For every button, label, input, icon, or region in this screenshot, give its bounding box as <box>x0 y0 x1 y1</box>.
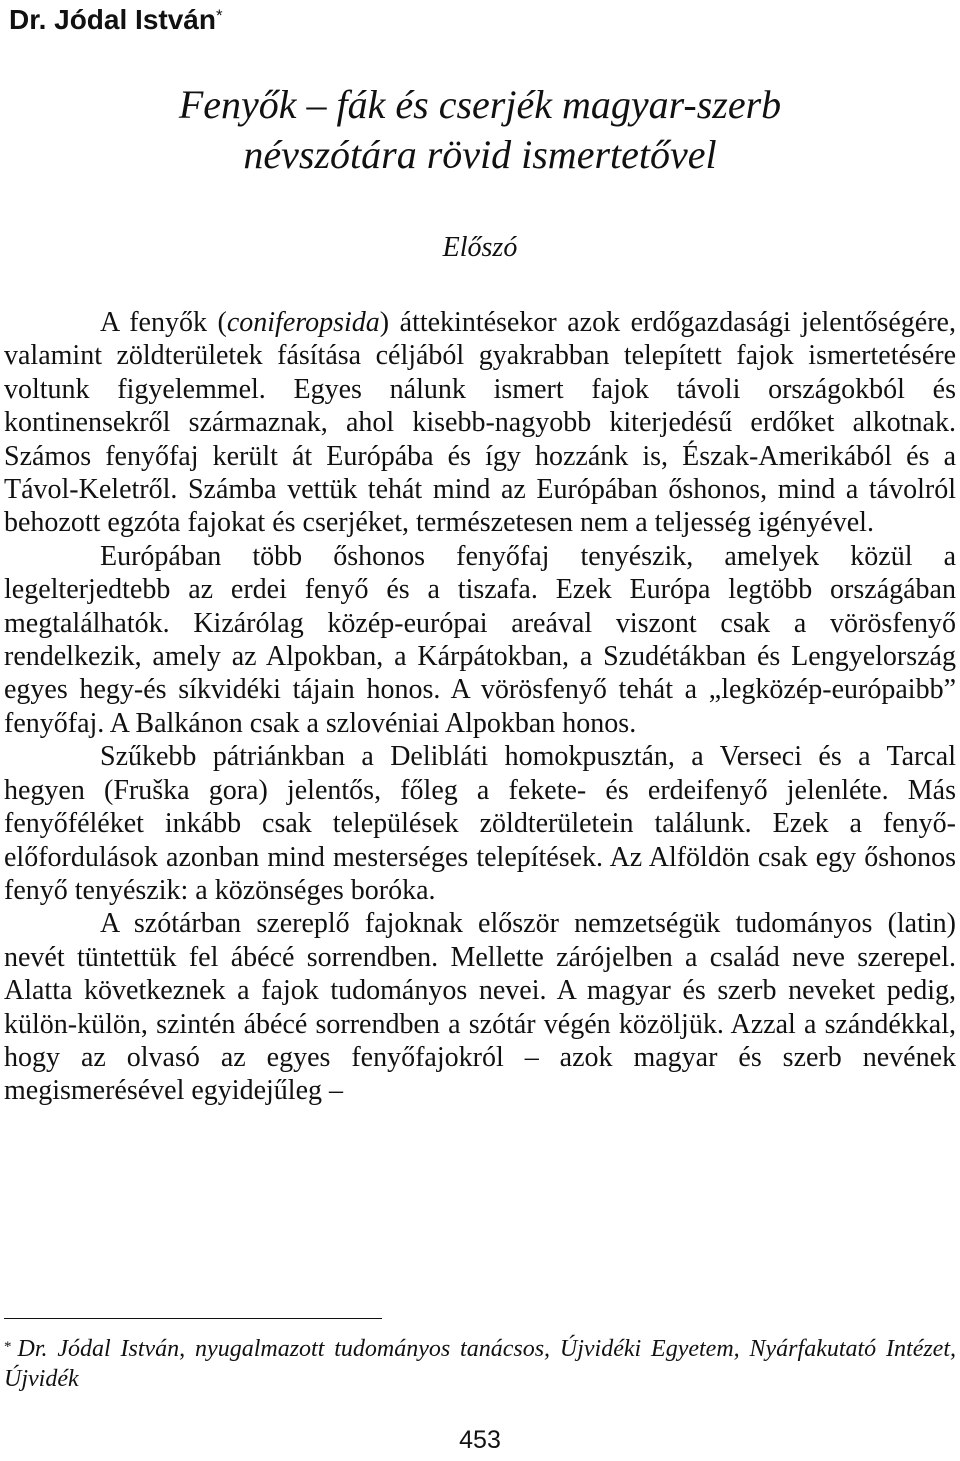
paragraph-text: A fenyők ( <box>100 307 227 338</box>
author-name <box>9 0 223 40</box>
footnote-mark: * <box>4 1339 12 1355</box>
title-line-2: névszótára rövid ismertetővel <box>243 132 717 177</box>
paragraph-text: ) áttekintésekor azok erdőgazdasági jelentőségére, valamint zöldterületek fásítása céljából gyakrabban telepített fajok ismertetésére voltunk figyelemmel. Egyes nálunk ismert fajok távoli országokból és kontinensekről származnak, ahol kisebb-nagyobb kiterjedésű erdőket alkotnak. Számos fenyőfaj került át Európába és így hozzánk is, Észak-Amerikából és a Távol-Keletről. Számba vettük tehát mind az Európában őshonos, mind a távolról behozott egzóta fajokat és cserjéket, természetesen nem a teljesség igényével. <box>4 307 956 539</box>
page-title <box>0 80 960 180</box>
paragraph: Szűkebb pátriánkban a Delibláti homokpusztán, a Verseci és a Tarcal hegyen (Fruška gora) jelentős, főleg a fekete- és erdeifenyő jelenléte. Más fenyőféléket inkább csak települések zöldterületein találunk. Ezek a fenyő-előfordulások azonban mind mesterséges telepítések. Az Alföldön csak egy őshonos fenyő tenyészik: a közönséges boróka. <box>4 741 956 906</box>
paragraph: Európában több őshonos fenyőfaj tenyészik, amelyek közül a legelterjedtebb az erdei fenyő és a tiszafa. Ezek Európa legtöbb országában megtalálhatók. Kizárólag közép-európai areával viszont csak a vörösfenyő rendelkezik, amely az Alpokban, a Kárpátokban, a Szudétákban és Lengyelország egyes hegy-és síkvidéki tájain honos. A vörösfenyő tehát a „legközép-európaibb” fenyőfaj. A Balkánon csak a szlovéniai Alpokban honos. <box>4 540 956 739</box>
author-footnote-mark: * <box>215 6 223 25</box>
page-number: 453 <box>459 1426 501 1454</box>
section-heading: Előszó <box>442 232 518 263</box>
author-name-text: Dr. Jódal István <box>9 4 216 35</box>
title-line-1: Fenyők – fák és cserjék magyar-szerb <box>178 82 782 127</box>
footnote <box>4 1334 956 1394</box>
body-text <box>4 306 956 1108</box>
footnote-separator <box>4 1318 382 1319</box>
paragraph: A szótárban szereplő fajoknak először nemzetségük tudományos (latin) nevét tüntettük fel ábécé sorrendben. Mellette zárójelben a család neve szerepel. Alatta következnek a fajok tudományos nevei. A magyar és szerb neveket pedig, külön-külön, szintén ábécé sorrendben a szótár végén közöljük. Azzal a szándékkal, hogy az olvasó az egyes fenyőfajokról – azok magyar és szerb nevének megismerésével egyidejűleg – <box>4 908 956 1107</box>
latin-term: coniferopsida <box>226 307 380 338</box>
footnote-text: Dr. Jódal István, nyugalmazott tudományos tanácsos, Újvidéki Egyetem, Nyárfakutató Intézet, Újvidék <box>4 1336 956 1392</box>
paragraph <box>4 306 956 540</box>
